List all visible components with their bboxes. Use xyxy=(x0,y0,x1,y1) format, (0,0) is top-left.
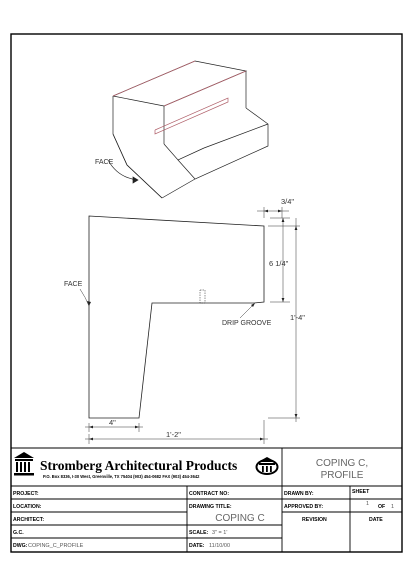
company-logo-left xyxy=(14,452,34,476)
architect-label: ARCHITECT: xyxy=(13,517,45,523)
contract-label: CONTRACT NO: xyxy=(189,491,230,497)
gc-label: G.C. xyxy=(13,530,24,536)
dim-right-total: 1'-4" xyxy=(290,313,305,322)
revision-label: REVISION xyxy=(302,517,327,523)
sheet-title: COPING C, xyxy=(315,458,369,469)
location-label: LOCATION: xyxy=(13,504,42,510)
dim-bottom-left: 4" xyxy=(109,418,116,427)
dim-bottom-total: 1'-2" xyxy=(166,430,181,439)
date-label: DATE: xyxy=(189,543,205,549)
profile-face-label: FACE xyxy=(64,281,83,288)
drawn-by-label: DRAWN BY: xyxy=(284,491,314,497)
drip-groove-label: DRIP GROOVE xyxy=(222,320,272,327)
project-label: PROJECT: xyxy=(13,491,39,497)
scale-label: SCALE: xyxy=(189,530,209,536)
iso-face-label: FACE xyxy=(95,159,114,166)
profile-outline xyxy=(89,216,264,418)
company-name: Stromberg Architectural Products xyxy=(40,458,238,473)
profile-view xyxy=(89,216,264,418)
sheet-total: 1 xyxy=(391,504,395,510)
dim-right-upper: 6 1/4" xyxy=(269,259,289,268)
dwg-label: DWG: xyxy=(13,543,28,549)
date-value: 11/10/00 xyxy=(209,543,231,549)
date-column-label: DATE xyxy=(369,517,383,523)
sheet-number: 1 xyxy=(366,501,370,507)
drawing-title-label: DRAWING TITLE: xyxy=(189,504,232,510)
of-label: OF xyxy=(378,504,386,510)
scale-value: 3" = 1' xyxy=(212,530,228,536)
company-address: P.O. Box 8336, I-30 West, Greenville, TX 75404 (903) 454-0682 FAX (903) 454-3642 xyxy=(43,474,200,479)
dim-top: 3/4" xyxy=(281,197,295,206)
approved-by-label: APPROVED BY: xyxy=(284,504,324,510)
dwg-value: COPING_C_PROFILE xyxy=(28,543,84,549)
company-logo-right xyxy=(257,457,278,474)
sheet-label: SHEET xyxy=(352,489,370,495)
drawing-title-value: COPING C xyxy=(215,513,265,524)
sheet-title-line2: PROFILE xyxy=(320,470,364,481)
isometric-view xyxy=(108,61,268,198)
